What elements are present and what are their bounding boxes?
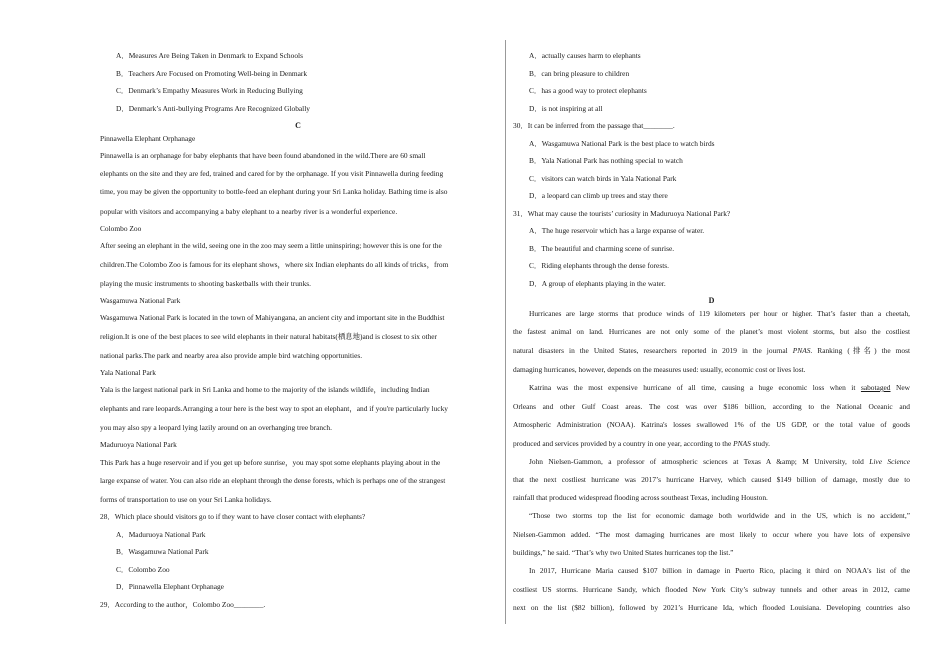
option-b: B．Teachers Are Focused on Promoting Well-being in Denmark — [116, 68, 308, 78]
paragraph-line: elephants and rare leopards.Arranging a tour here is the best way to spot an elephant，and if you're particularly lucky — [100, 404, 448, 413]
paragraph-title: Pinnawella Elephant Orphanage — [100, 133, 196, 143]
paragraph-line: Pinnawella is an orphanage for baby elephants that have been found abandoned in the wild.There are 60 small — [100, 151, 426, 160]
paragraph-line: John Nielsen-Gammon, a professor of atmospheric sciences at Texas A &amp; M University, told Live Science — [529, 456, 910, 466]
option-c: C．Denmark’s Empathy Measures Work in Reducing Bullying — [116, 86, 303, 95]
option-c: C．Riding elephants through the dense forests. — [529, 261, 669, 270]
paragraph-line: popular with visitors and accompanying a baby elephant to a nearby river is a wonderful experience. — [100, 206, 398, 216]
option-a: A．Maduruoya National Park — [116, 529, 206, 539]
paragraph-line: Wasgamuwa National Park is located in the town of Mahiyangana, an ancient city and important site in the Buddhist — [100, 313, 445, 322]
option-d: D．a leopard can climb up trees and stay there — [529, 191, 668, 200]
paragraph-line: religion.It is one of the best places to see wild elephants in their natural habitats(栖息地)and is closest to six other — [100, 331, 438, 341]
option-d: D．Pinnawella Elephant Orphanage — [116, 582, 224, 591]
paragraph-title: Yala National Park — [100, 368, 156, 377]
paragraph-line: large expanse of water. You can also ride an elephant through the dense forests, which is perhaps one of the strangest — [100, 476, 446, 485]
paragraph-line: This Park has a huge reservoir and if you get up before sunrise，you may spot some elephants playing about in the — [100, 457, 441, 467]
option-c: C．Colombo Zoo — [116, 564, 170, 574]
paragraph-line: damaging hurricanes, however, depends on the measures used: usually, economic cost or lives lost. — [513, 365, 806, 374]
paragraph-line: elephants on the site and they are fed, trained and cared for by the orphanage. If you visit Pinnawella during feeding — [100, 169, 444, 178]
option-d: D．A group of elephants playing in the water. — [529, 278, 666, 288]
paragraph-line: After seeing an elephant in the wild, seeing one in the zoo may seem a little uninspiring; however this is one for the — [100, 241, 442, 250]
paragraph-line: playing the music instruments to shooting basketballs with their trunks. — [100, 278, 312, 288]
paragraph-line: rainfall that produced widespread flooding across southeast Texas, including Houston. — [513, 493, 768, 502]
option-d: D．is not inspiring at all — [529, 103, 603, 113]
paragraph-line: the fastest animal on land. Hurricanes are not only some of the planet’s most violent storms, but also the costliest — [513, 327, 910, 336]
option-b: B．can bring pleasure to children — [529, 68, 630, 78]
paragraph-line: Nielsen-Gammon added. “The most damaging hurricanes are most likely to occur where you have lots of expensive — [513, 529, 910, 539]
option-a: A．The huge reservoir which has a large expanse of water. — [529, 226, 705, 235]
question-29: 29．According to the author，Colombo Zoo________. — [100, 600, 266, 609]
underlined-word: sabotaged — [860, 383, 891, 392]
paragraph-line: Hurricanes are large storms that produce winds of 119 kilometers per hour or higher. That’s faster than a cheetah, — [529, 308, 910, 318]
paragraph-line: costliest US storms. Hurricane Sandy, which flooded New York City’s subway tunnels and other areas in 2012, came — [513, 584, 910, 594]
paragraph-title: Wasgamuwa National Park — [100, 295, 181, 305]
question-30: 30．It can be inferred from the passage that________. — [513, 121, 675, 130]
paragraph-line: Katrina was the most expensive hurricane of all time, causing a huge economic loss when it sabotaged New — [529, 383, 910, 392]
paragraph-title: Colombo Zoo — [100, 224, 142, 233]
section-c-heading: C — [295, 121, 301, 130]
option-c: C．has a good way to protect elephants — [529, 86, 647, 95]
option-a: A．Wasgamuwa National Park is the best place to watch birds — [529, 138, 715, 148]
paragraph-line: forms of transportation to use on your Sri Lanka holidays. — [100, 494, 272, 504]
paragraph-line: produced and services provided by a country in one year, according to the PNAS study. — [513, 438, 771, 448]
paragraph-line: children.The Colombo Zoo is famous for its elephant shows，where six Indian elephants do all kinds of tricks，from — [100, 260, 449, 269]
question-28: 28．Which place should visitors go to if they want to have closer contact with elephants? — [100, 512, 366, 521]
paragraph-line: Atmospheric Administration (NOAA). Katrina's losses swallowed 1% of the US GDP, or the total value of goods — [513, 420, 910, 429]
paragraph-line: that the next costliest hurricane was 2017’s hurricane Harvey, which caused $149 billion of damage, mostly due to — [513, 475, 910, 484]
paragraph-line: next on the list ($82 billion), followed by 2021’s Hurricane Ida, which flooded Louisiana. Developing countries also — [513, 603, 910, 612]
section-d-heading: D — [708, 296, 715, 305]
paragraph-line: Yala is the largest national park in Sri Lanka and home to the majority of the islands wildlife，including Indian — [100, 385, 430, 394]
paragraph-line: time, you may be given the opportunity to bottle-feed an elephant during your Sri Lanka holiday. Bathing time is also — [100, 187, 448, 196]
paragraph-line: buildings,” he said. “That’s why two United States hurricanes top the list.” — [513, 548, 734, 557]
option-a: A．Measures Are Being Taken in Denmark to Expand Schools — [116, 51, 303, 60]
paragraph-line: Orleans and other Gulf Coast areas. The cost was over $186 billion, according to the National Oceanic and — [513, 401, 910, 411]
paragraph-line: natural disasters in the United States, researchers reported in 2019 in the journal PNAS. Ranking (排名) the most — [513, 346, 911, 355]
column-divider — [505, 40, 506, 624]
paragraph-title: Maduruoya National Park — [100, 440, 177, 449]
option-b: B．Wasgamuwa National Park — [116, 547, 209, 556]
option-d: D．Denmark’s Anti-bullying Programs Are Recognized Globally — [116, 103, 310, 113]
paragraph-line: “Those two storms top the list for economic damage both worldwide and in the US, which is no accident,” — [529, 511, 910, 520]
question-31: 31．What may cause the tourists’ curiosity in Maduruoya National Park? — [513, 208, 731, 218]
paragraph-line: you may also spy a leopard lying lazily around on an overhanging tree branch. — [100, 422, 332, 432]
option-b: B．The beautiful and charming scene of sunrise. — [529, 243, 675, 253]
option-a: A．actually causes harm to elephants — [529, 51, 641, 60]
option-b: B．Yala National Park has nothing special to watch — [529, 156, 683, 165]
paragraph-line: national parks.The park and nearby area also provide ample bird watching opportunities. — [100, 350, 363, 360]
option-c: C．visitors can watch birds in Yala National Park — [529, 173, 677, 183]
paragraph-line: In 2017, Hurricane Maria caused $107 billion in damage in Puerto Rico, placing it third on NOAA's list of the — [529, 566, 910, 575]
